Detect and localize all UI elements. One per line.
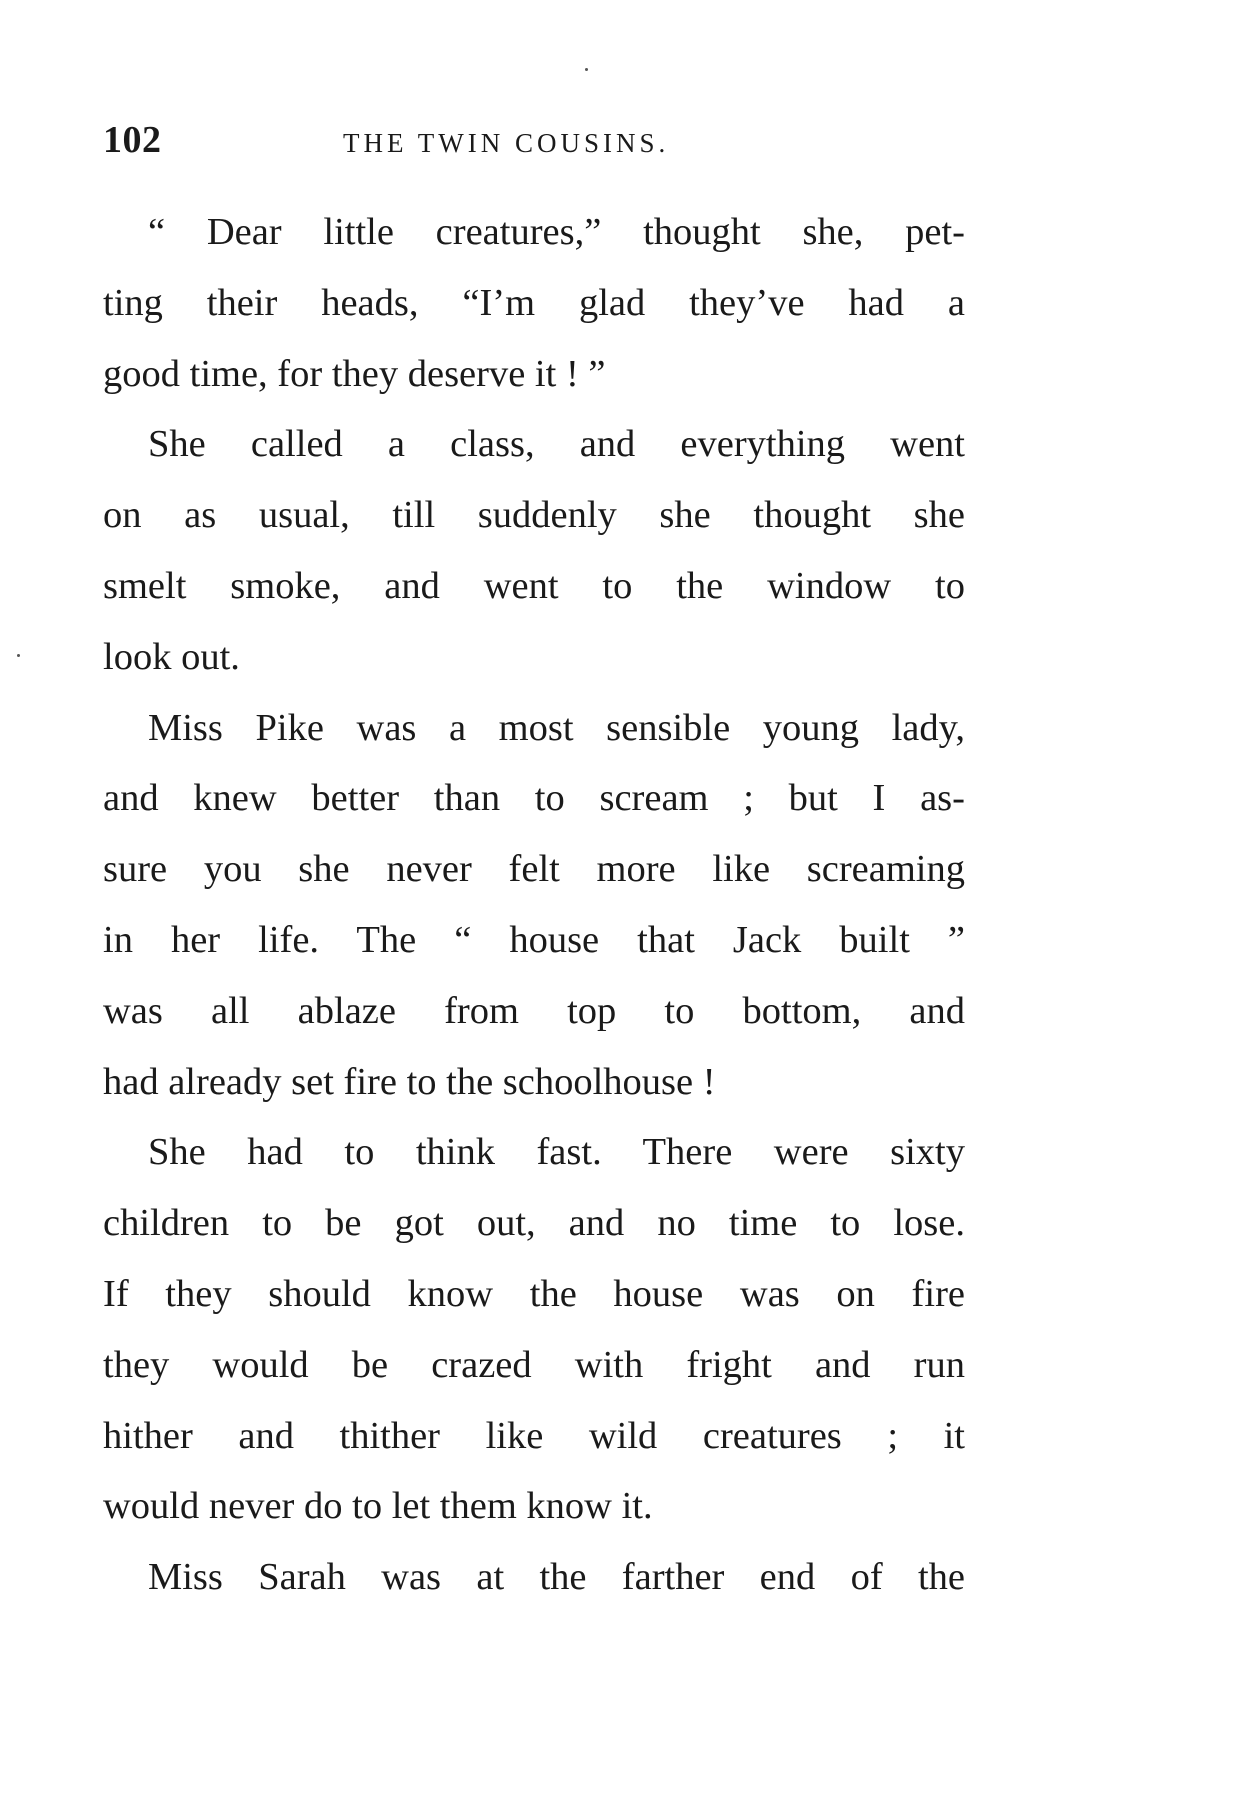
text-line: If they should know the house was on fire xyxy=(103,1272,965,1315)
text-line: Miss Sarah was at the farther end of the xyxy=(148,1556,965,1599)
book-title: THE TWIN COUSINS. xyxy=(343,128,670,158)
text-line: She called a class, and everything went xyxy=(148,423,965,466)
text-line: Miss Pike was a most sensible young lady, xyxy=(148,706,965,749)
running-head xyxy=(103,118,963,168)
text-line: in her life. The “ house that Jack built ” xyxy=(103,918,965,961)
text-line: smelt smoke, and went to the window to xyxy=(103,564,965,607)
text-line: on as usual, till suddenly she thought she xyxy=(103,494,965,537)
text-line: hither and thither like wild creatures ; it xyxy=(103,1414,965,1457)
body-text xyxy=(103,204,965,1620)
text-line: look out. xyxy=(103,635,240,678)
paper-speck xyxy=(585,68,588,71)
text-line: children to be got out, and no time to lose. xyxy=(103,1202,965,1245)
text-line: had already set fire to the schoolhouse ! xyxy=(103,1060,716,1103)
text-line: She had to think fast. There were sixty xyxy=(148,1131,965,1174)
text-line: was all ablaze from top to bottom, and xyxy=(103,989,965,1032)
text-line: “ Dear little creatures,” thought she, pet- xyxy=(148,211,965,253)
text-line: would never do to let them know it. xyxy=(103,1485,653,1528)
text-line: they would be crazed with fright and run xyxy=(103,1343,965,1386)
paper-speck xyxy=(17,654,20,657)
text-line: and knew better than to scream ; but I as- xyxy=(103,777,965,820)
text-line: ting their heads, “I’m glad they’ve had a xyxy=(103,281,965,324)
page-number: 102 xyxy=(103,119,162,161)
text-line: good time, for they deserve it ! ” xyxy=(103,352,606,395)
text-line: sure you she never felt more like screaming xyxy=(103,848,965,891)
